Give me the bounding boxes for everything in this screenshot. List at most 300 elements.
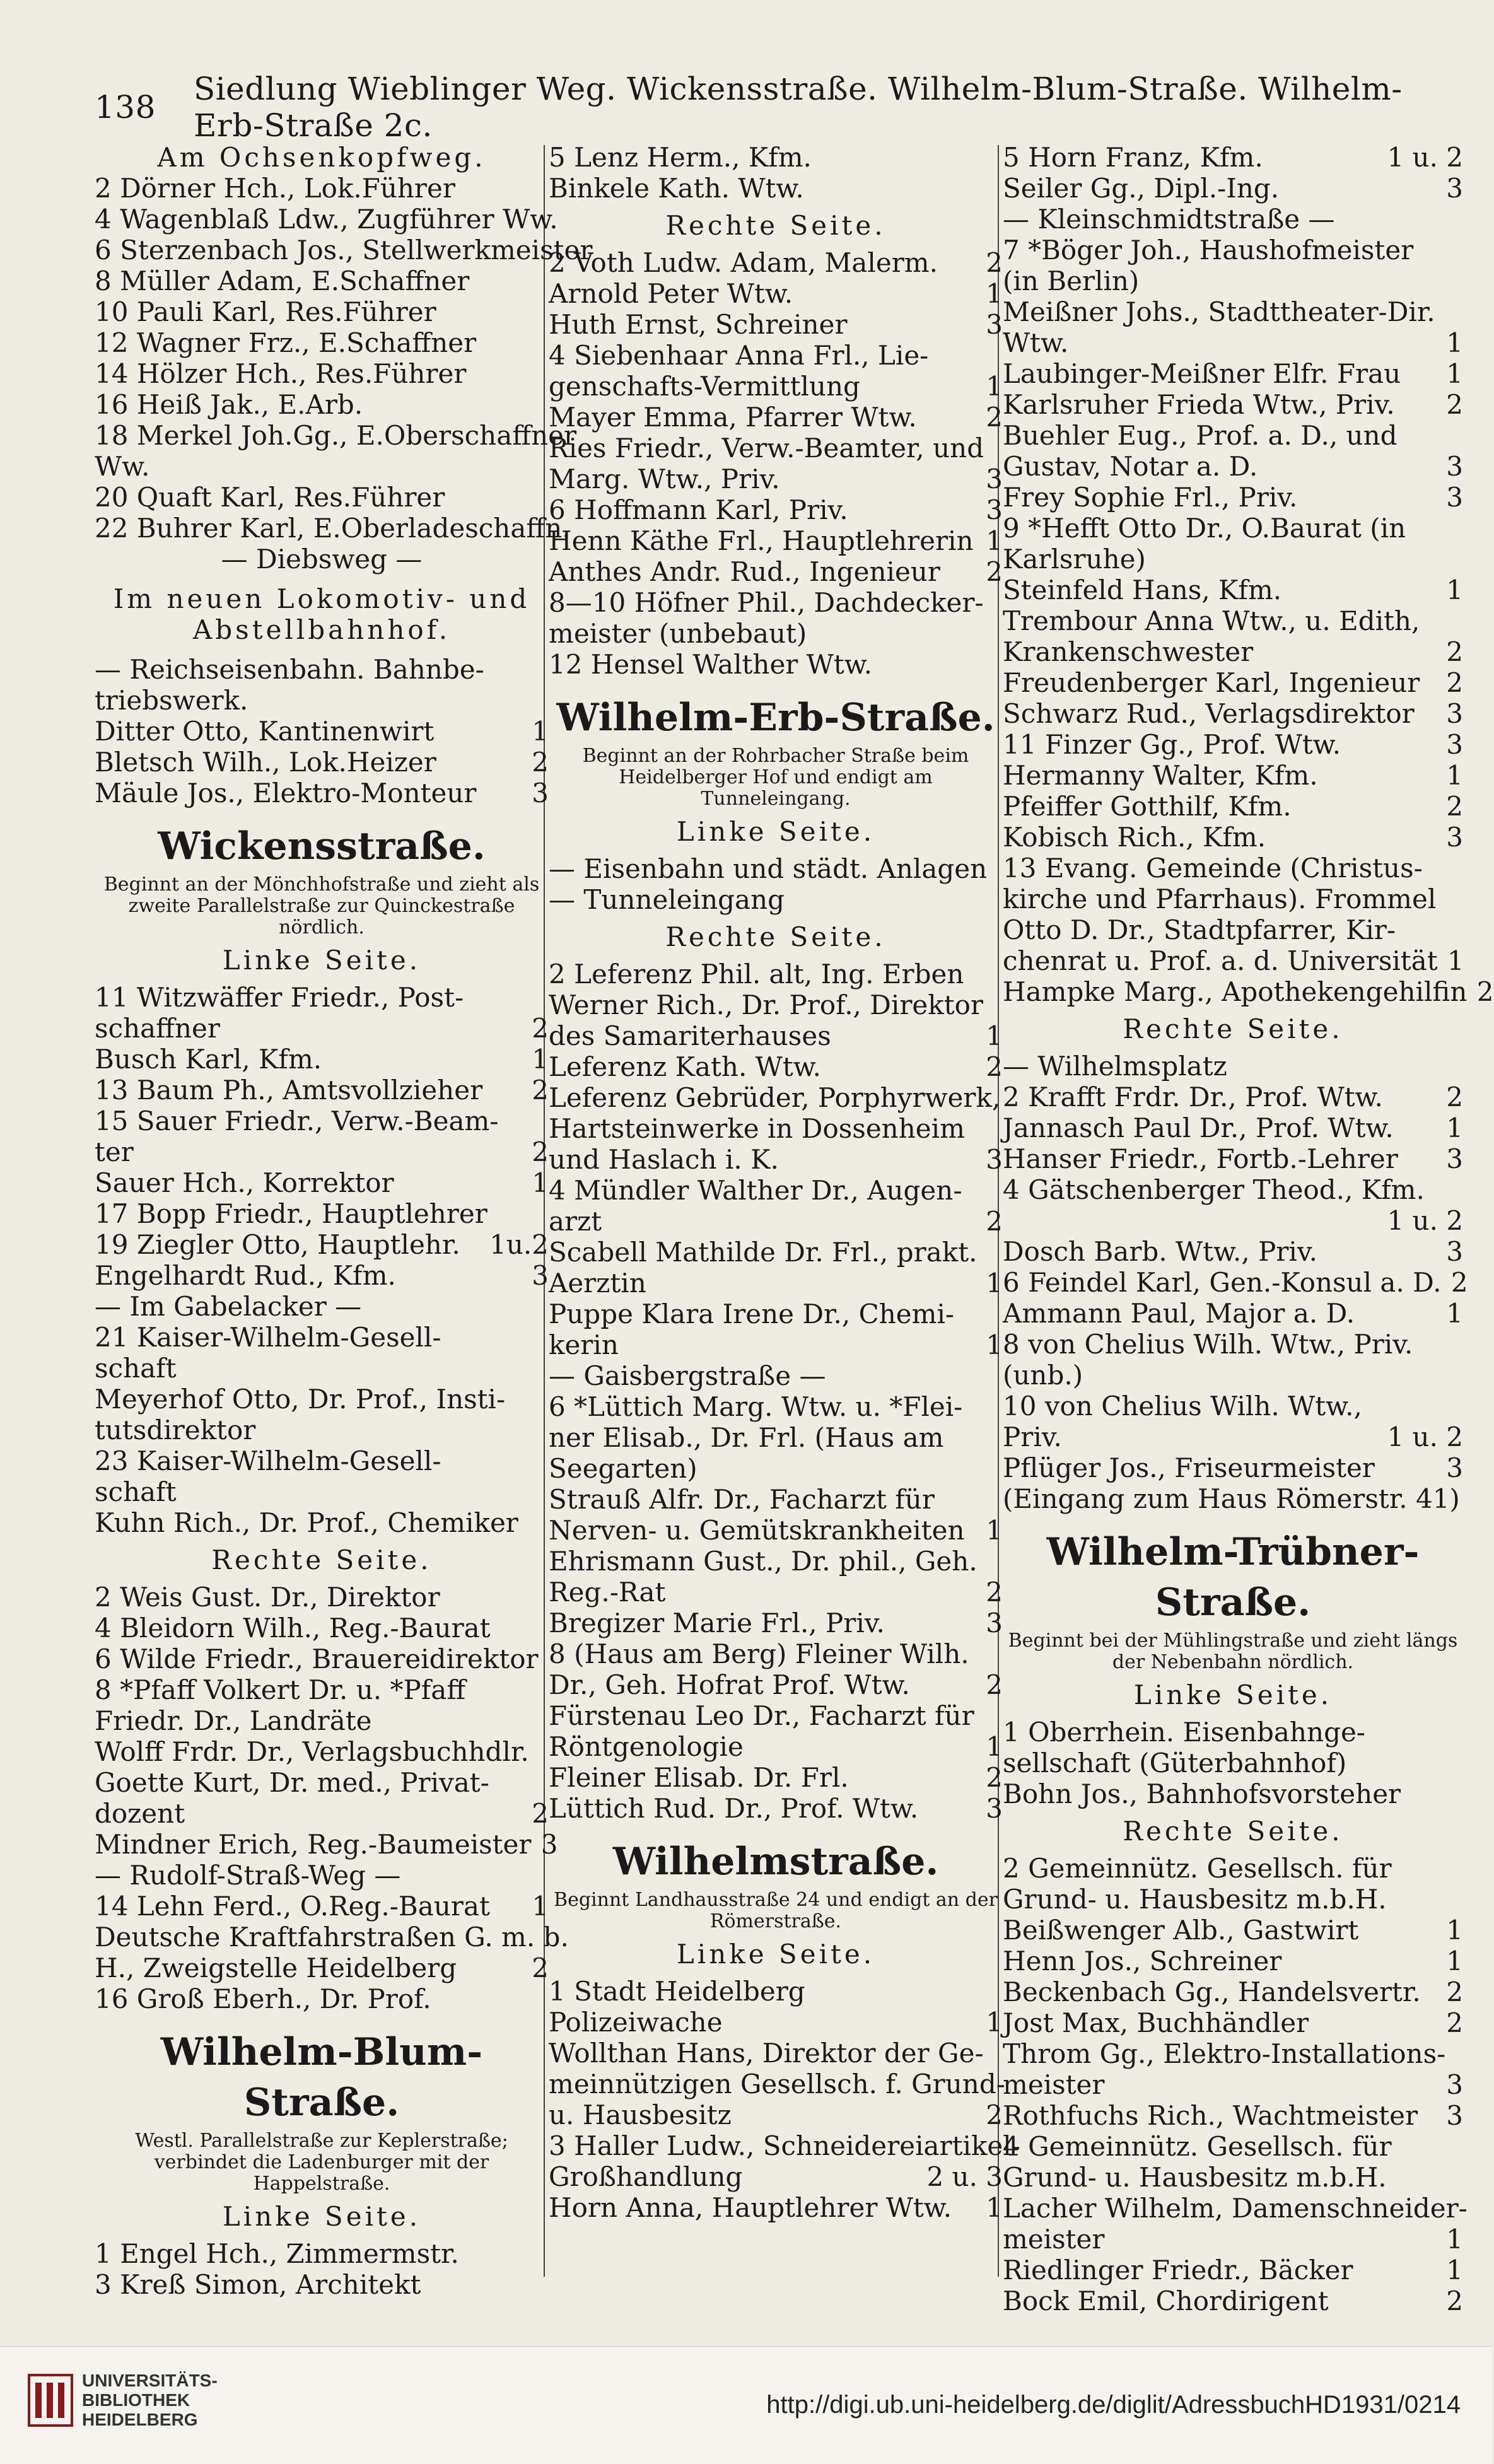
entry-line — [549, 1669, 1003, 1700]
entry-line — [549, 1391, 1003, 1422]
entry-line — [1003, 2038, 1463, 2069]
entry-line — [95, 1860, 549, 1891]
entry-line — [95, 1644, 549, 1674]
entry-line — [95, 1674, 549, 1705]
floor-number: 1 — [1446, 2224, 1463, 2255]
floor-number: 1 — [986, 1329, 1003, 1360]
entry-text: 9 *Hefft Otto Dr., O.Baurat (in — [1003, 513, 1406, 544]
entry-text: Großhandlung — [549, 2161, 743, 2192]
entry-text: Fürstenau Leo Dr., Facharzt für — [549, 1700, 974, 1731]
entry-text: (in Berlin) — [1003, 266, 1140, 296]
entry-text: Kuhn Rich., Dr. Prof., Chemiker — [95, 1507, 518, 1538]
entry-text: 2 Gemeinnütz. Gesellsch. für — [1003, 1853, 1392, 1884]
entry-line — [95, 420, 577, 451]
street-note: Beginnt Landhausstraße 24 und endigt an der Römerstraße. — [554, 1889, 998, 1932]
floor-number: 1 — [986, 1731, 1003, 1762]
entry-line — [549, 556, 1003, 587]
entry-line — [549, 1762, 1003, 1793]
floor-number: 2 — [1446, 2286, 1463, 2316]
entry-line — [1003, 173, 1463, 204]
entry-text: Ditter Otto, Kantinenwirt — [95, 716, 435, 747]
floor-number — [527, 482, 549, 513]
entry-text: — Rudolf-Straß-Weg — — [95, 1860, 401, 1891]
entry-text: u. Hausbesitz — [549, 2099, 732, 2130]
street-title-wilhelmstrasse: Wilhelmstraße. — [612, 1840, 939, 1884]
floor-number — [981, 1484, 1003, 1515]
entry-text: Otto D. Dr., Stadtpfarrer, Kir- — [1003, 914, 1396, 945]
entry-line — [549, 371, 1003, 402]
entry-text: 4 Mündler Walther Dr., Augen- — [549, 1175, 962, 1206]
running-title: Siedlung Wieblinger Weg. Wickensstraße. Wilhelm-Blum-Straße. Wilhelm-Erb-Straße 2c. — [193, 71, 1403, 144]
entry-text: Lacher Wilhelm, Damenschneider- — [1003, 2193, 1468, 2224]
floor-number: 3 — [986, 1144, 1003, 1175]
entry-line — [549, 1020, 1003, 1051]
entry-text: 4 Gemeinnütz. Gesellsch. für — [1003, 2131, 1392, 2162]
entry-line — [95, 482, 549, 513]
entry-line — [1003, 791, 1463, 822]
entry-line — [549, 1329, 1003, 1360]
entry-line — [95, 716, 549, 747]
entry-text: Engelhardt Rud., Kfm. — [95, 1260, 396, 1291]
floor-number: 2 — [986, 1206, 1003, 1237]
floor-number — [1442, 1748, 1463, 1778]
entry-text: 4 Gätschenberger Theod., Kfm. — [1003, 1174, 1425, 1205]
column-2 — [549, 142, 1020, 2223]
entry-text: 3 Haller Ludw., Schneidereiartikel- — [549, 2130, 1020, 2161]
entry-text: 8 von Chelius Wilh. Wtw., Priv. — [1003, 1329, 1413, 1360]
floor-number — [1473, 2193, 1494, 2224]
floor-number: 1 — [1446, 358, 1463, 389]
entry-text: ter — [95, 1136, 134, 1167]
floor-number: 2 — [986, 247, 1003, 278]
floor-number: 1 — [532, 1044, 549, 1075]
floor-number: 2 — [986, 402, 1003, 433]
street-heading-ochsenkopfweg: Am Ochsenkopfweg. — [157, 142, 486, 173]
entry-text: Laubinger-Meißner Elfr. Frau — [1003, 358, 1401, 389]
entry-text: Hartsteinwerke in Dossenheim — [549, 1113, 965, 1144]
entry-text: (Eingang zum Haus Römerstr. 41) — [1003, 1483, 1460, 1514]
entry-text: 1 Engel Hch., Zimmermstr. — [95, 2238, 459, 2269]
side-label: Linke Seite. — [222, 945, 421, 976]
cross-street: — Diebsweg — — [221, 544, 423, 575]
entry-text: 2 Krafft Frdr. Dr., Prof. Wtw. — [1003, 1082, 1383, 1112]
entry-text: — Tunneleingang — [549, 884, 785, 915]
floor-number: 2 — [532, 747, 549, 778]
floor-number: 1 — [1446, 760, 1463, 791]
floor-number — [527, 1415, 549, 1445]
floor-number — [981, 1299, 1003, 1329]
entry-text: chenrat u. Prof. a. d. Universität — [1003, 945, 1438, 976]
entry-text: Scabell Mathilde Dr. Frl., prakt. — [549, 1237, 978, 1268]
entry-line — [95, 1229, 549, 1260]
floor-number — [1442, 1391, 1463, 1422]
floor-number: 1 — [986, 1268, 1003, 1299]
entry-line — [1003, 1748, 1463, 1778]
floor-number: 1 — [986, 1020, 1003, 1051]
entry-text: dozent — [95, 1798, 185, 1829]
entry-line — [1003, 2286, 1463, 2316]
entry-text: Wtw. — [1003, 327, 1069, 358]
entry-line — [1003, 389, 1463, 420]
entry-line — [1003, 822, 1463, 853]
entry-line — [1003, 358, 1463, 389]
floor-number: 1 — [986, 278, 1003, 309]
entry-text: Bohn Jos., Bahnhofsvorsteher — [1003, 1778, 1401, 1809]
entry-text: Buehler Eug., Prof. a. D., und — [1003, 420, 1398, 451]
entry-line — [1003, 605, 1463, 636]
floor-number — [981, 1175, 1003, 1206]
entry-text: Hermanny Walter, Kfm. — [1003, 760, 1318, 791]
floor-number: 3 — [540, 1829, 558, 1860]
entry-text: 7 *Böger Joh., Haushofmeister — [1003, 235, 1414, 266]
entry-text: Lüttich Rud. Dr., Prof. Wtw. — [549, 1793, 919, 1824]
entry-text: Puppe Klara Irene Dr., Chemi- — [549, 1299, 955, 1329]
entry-line — [1003, 1082, 1463, 1112]
entry-line — [95, 1582, 549, 1613]
entry-line — [549, 433, 1003, 464]
entry-line — [95, 1445, 549, 1476]
entry-text: 23 Kaiser-Wilhelm-Gesell- — [95, 1445, 441, 1476]
floor-number — [981, 1453, 1003, 1484]
floor-number: 1 u. 2 — [1387, 1205, 1463, 1236]
entry-text: meister — [1003, 2224, 1105, 2255]
entry-line — [1003, 1236, 1463, 1267]
entry-text: Freudenberger Karl, Ingenieur — [1003, 667, 1420, 698]
entry-text: 20 Quaft Karl, Res.Führer — [95, 482, 445, 513]
floor-number — [1442, 235, 1463, 266]
entry-line — [95, 358, 549, 389]
floor-number: 2 — [532, 1136, 549, 1167]
entry-text: genschafts-Vermittlung — [549, 371, 860, 402]
entry-text: Priv. — [1003, 1422, 1062, 1452]
entry-list — [549, 959, 1003, 1824]
floor-number — [981, 959, 1003, 990]
street-title-wilhelm-erb-strasse: Wilhelm-Erb-Straße. — [556, 696, 995, 740]
entry-line — [549, 1515, 1003, 1546]
entry-line — [549, 884, 1003, 915]
floor-number: 3 — [1446, 729, 1463, 760]
institution-heading: triebswerk. — [95, 685, 248, 716]
entry-line — [549, 587, 1003, 618]
entry-list — [1003, 1853, 1468, 2316]
entry-text: 6 Feindel Karl, Gen.-Konsul a. D. — [1003, 1267, 1442, 1298]
entry-text: 22 Buhrer Karl, E.Oberladeschaffn. — [95, 513, 571, 544]
floor-number — [527, 1353, 549, 1384]
entry-line — [549, 618, 1003, 649]
street-note: Beginnt an der Rohrbacher Straße beim Heidelberger Hof und endigt am Tunneleingang. — [582, 745, 969, 810]
entry-text: Werner Rich., Dr. Prof., Direktor — [549, 990, 983, 1020]
entry-line — [95, 1705, 549, 1736]
entry-line — [549, 990, 1003, 1020]
entry-text: Aerztin — [549, 1268, 646, 1299]
entry-text: Sauer Hch., Korrektor — [95, 1167, 394, 1198]
floor-number: 1 — [986, 2192, 1003, 2223]
floor-number — [981, 649, 1003, 680]
entry-text: 16 Groß Eberh., Dr. Prof. — [95, 1983, 431, 2014]
floor-number — [527, 1384, 549, 1415]
entry-line — [549, 1608, 1003, 1638]
entry-list — [95, 173, 593, 544]
entry-line — [549, 1113, 1003, 1144]
entry-text: schaft — [95, 1476, 177, 1507]
entry-line — [95, 173, 549, 204]
floor-number: 2 — [986, 2099, 1003, 2130]
entry-line — [549, 278, 1003, 309]
floor-number — [527, 451, 549, 482]
entry-line — [95, 1013, 549, 1044]
entry-line — [1003, 1391, 1463, 1422]
floor-number — [1442, 2162, 1463, 2193]
floor-number — [1442, 204, 1463, 235]
entry-list — [95, 716, 549, 809]
floor-number — [527, 1476, 549, 1507]
entry-text: Binkele Kath. Wtw. — [549, 173, 804, 204]
floor-number — [1442, 1853, 1463, 1884]
floor-number — [981, 340, 1003, 371]
entry-line — [1003, 2162, 1463, 2193]
entry-text: und Haslach i. K. — [549, 1144, 779, 1175]
floor-number — [527, 1507, 549, 1538]
entry-text: Bock Emil, Chordirigent — [1003, 2286, 1329, 2316]
entry-line — [549, 1144, 1003, 1175]
floor-number — [983, 1546, 1004, 1577]
entry-text: 5 Lenz Herm., Kfm. — [549, 142, 812, 173]
floor-number: 1 — [1446, 575, 1463, 605]
floor-number — [981, 1638, 1003, 1669]
entry-text: 13 Baum Ph., Amtsvollzieher — [95, 1075, 483, 1106]
entry-line — [1003, 1051, 1463, 1082]
entry-line — [1003, 1112, 1463, 1143]
entry-line — [1003, 729, 1463, 760]
entry-line — [95, 747, 549, 778]
floor-number: 3 — [532, 1260, 549, 1291]
floor-number — [1442, 1174, 1463, 1205]
source-url[interactable]: http://digi.ub.uni-heidelberg.de/diglit/AdressbuchHD1931/0214 — [766, 2391, 1461, 2419]
entry-line — [95, 1613, 549, 1644]
floor-number: 2 — [1446, 667, 1463, 698]
entry-line — [1003, 575, 1463, 605]
entry-line — [1003, 1329, 1463, 1360]
entry-line — [1003, 2069, 1463, 2100]
entry-line — [549, 1237, 1003, 1268]
entry-text: Jost Max, Buchhändler — [1003, 2007, 1309, 2038]
side-label: Rechte Seite. — [211, 1544, 432, 1575]
entry-text: Horn Anna, Hauptlehrer Wtw. — [549, 2192, 952, 2223]
street-title-wickensstrasse: Wickensstraße. — [158, 824, 486, 868]
entry-line — [549, 1731, 1003, 1762]
side-label: Linke Seite. — [222, 2201, 421, 2232]
floor-number: 2 — [532, 1075, 549, 1106]
floor-number — [1442, 884, 1463, 914]
entry-text: Beißwenger Alb., Gastwirt — [1003, 1915, 1359, 1946]
entry-line — [1003, 667, 1463, 698]
entry-line — [549, 853, 1003, 884]
entry-line — [1003, 2255, 1463, 2286]
entry-line — [549, 247, 1003, 278]
entry-text: meister — [1003, 2069, 1105, 2100]
entry-text: 18 Merkel Joh.Gg., E.Oberschaffner — [95, 420, 577, 451]
entry-list — [549, 142, 1003, 204]
entry-text: 15 Sauer Friedr., Verw.-Beam- — [95, 1106, 499, 1136]
entry-line — [549, 1051, 1003, 1082]
entry-line — [95, 1291, 549, 1322]
floor-number: 1 — [1446, 1946, 1463, 1976]
entry-text: Schwarz Rud., Verlagsdirektor — [1003, 698, 1415, 729]
entry-line — [95, 1384, 549, 1415]
floor-number: 3 — [1446, 1143, 1463, 1174]
entry-text: Rothfuchs Rich., Wachtmeister — [1003, 2100, 1418, 2131]
floor-number: 2 — [1446, 389, 1463, 420]
floor-number: 1u.2 — [489, 1229, 549, 1260]
street-title-wilhelm-blum-strasse: Wilhelm-Blum-Straße. — [160, 2030, 483, 2125]
entry-text: 13 Evang. Gemeinde (Christus- — [1003, 853, 1423, 884]
entry-text: kirche und Pfarrhaus). Frommel — [1003, 884, 1437, 914]
entry-line — [95, 1798, 549, 1829]
entry-line — [549, 1484, 1003, 1515]
entry-text: arzt — [549, 1206, 602, 1237]
entry-line — [1003, 636, 1463, 667]
floor-number — [527, 1106, 549, 1136]
floor-number — [981, 142, 1003, 173]
floor-number: 3 — [1446, 698, 1463, 729]
entry-text: Bregizer Marie Frl., Priv. — [549, 1608, 885, 1638]
street-note: Beginnt an der Mönchhofstraße und zieht als zweite Parallelstraße zur Quinckestraße nördlich. — [103, 873, 540, 938]
entry-text: des Samariterhauses — [549, 1020, 831, 1051]
entry-text: Reg.-Rat — [549, 1577, 666, 1608]
entry-line — [549, 142, 1003, 173]
entry-line — [549, 1577, 1003, 1608]
side-label: Rechte Seite. — [665, 210, 886, 241]
floor-number — [981, 618, 1003, 649]
entry-line — [1003, 204, 1463, 235]
entry-text: 10 Pauli Karl, Res.Führer — [95, 296, 436, 327]
floor-number: 2 — [532, 1013, 549, 1044]
entry-line — [549, 1206, 1003, 1237]
entry-text: 14 Hölzer Hch., Res.Führer — [95, 358, 467, 389]
entry-line — [1003, 914, 1463, 945]
entry-text: Leferenz Kath. Wtw. — [549, 1051, 822, 1082]
floor-number — [1450, 2038, 1472, 2069]
entry-line — [1003, 482, 1463, 513]
floor-number: 2 — [986, 556, 1003, 587]
floor-number — [527, 1860, 549, 1891]
entry-line — [549, 959, 1003, 990]
floor-number: 3 — [1446, 822, 1463, 853]
entry-line — [1003, 296, 1463, 327]
street-note: Beginnt bei der Mühlingstraße und zieht längs der Nebenbahn nördlich. — [1008, 1630, 1458, 1673]
floor-number: 3 — [1446, 2100, 1463, 2131]
entry-text: — Im Gabelacker — — [95, 1291, 362, 1322]
floor-number: 2 — [532, 1953, 549, 1983]
floor-number — [527, 1674, 549, 1705]
entry-text: Arnold Peter Wtw. — [549, 278, 793, 309]
entry-line — [1003, 420, 1463, 451]
entry-text: 6 Wilde Friedr., Brauereidirektor — [95, 1644, 539, 1674]
column-3 — [1003, 142, 1494, 2316]
entry-text: 3 Kreß Simon, Architekt — [95, 2269, 421, 2300]
floor-number — [1442, 420, 1463, 451]
floor-number — [1442, 544, 1463, 575]
entry-line — [549, 1175, 1003, 1206]
floor-number: 3 — [1446, 482, 1463, 513]
entry-line — [549, 1299, 1003, 1329]
entry-line — [1003, 1452, 1463, 1483]
entry-line — [549, 649, 1003, 680]
entry-line — [1003, 513, 1463, 544]
floor-number — [1442, 513, 1463, 544]
entry-line — [1003, 698, 1463, 729]
street-title-wilhelm-truebner-strasse: Wilhelm-Trübner-Straße. — [1046, 1530, 1420, 1625]
floor-number — [1442, 296, 1463, 327]
university-library-logo-icon — [25, 2369, 76, 2432]
entry-list — [95, 1582, 569, 2014]
entry-line — [1003, 760, 1463, 791]
floor-number: 2 — [986, 1577, 1003, 1608]
entry-line — [1003, 1143, 1463, 1174]
library-name: UNIVERSITÄTS- BIBLIOTHEK HEIDELBERG — [82, 2371, 218, 2429]
entry-line — [95, 1953, 549, 1983]
entry-text: H., Zweigstelle Heidelberg — [95, 1953, 457, 1983]
entry-text: Meißner Johs., Stadttheater-Dir. — [1003, 296, 1435, 327]
entry-text: Ries Friedr., Verw.-Beamter, und — [549, 433, 984, 464]
entry-text: Henn Käthe Frl., Hauptlehrerin — [549, 525, 974, 556]
floor-number — [981, 1360, 1003, 1391]
entry-line — [549, 525, 1003, 556]
entry-line — [549, 2192, 1003, 2223]
entry-line — [549, 173, 1003, 204]
entry-line — [95, 1507, 549, 1538]
entry-text: Goette Kurt, Dr. med., Privat- — [95, 1767, 489, 1798]
footer-bar — [0, 2346, 1492, 2464]
entry-text: Grund- u. Hausbesitz m.b.H. — [1003, 1884, 1387, 1915]
entry-line — [1003, 544, 1463, 575]
floor-number — [527, 1198, 549, 1229]
entry-line — [549, 464, 1003, 494]
entry-text: 14 Lehn Ferd., O.Reg.-Baurat — [95, 1891, 490, 1922]
entry-text: Hanser Friedr., Fortb.-Lehrer — [1003, 1143, 1398, 1174]
floor-number: 3 — [986, 464, 1003, 494]
entry-line — [1003, 1422, 1463, 1452]
entry-text: Mayer Emma, Pfarrer Wtw. — [549, 402, 917, 433]
floor-number — [981, 1422, 1003, 1453]
entry-text: 16 Heiß Jak., E.Arb. — [95, 389, 363, 420]
floor-number: 1 — [1446, 1298, 1463, 1329]
entry-text: Mindner Erich, Reg.-Baumeister — [95, 1829, 532, 1860]
floor-number — [527, 1322, 549, 1353]
entry-line — [549, 2099, 1003, 2130]
floor-number — [981, 1976, 1003, 2007]
entry-text: Trembour Anna Wtw., u. Edith, — [1003, 605, 1420, 636]
entry-line — [549, 1546, 1003, 1577]
floor-number: 3 — [532, 778, 549, 809]
entry-text: 8 (Haus am Berg) Fleiner Wilh. — [549, 1638, 969, 1669]
entry-text: Pflüger Jos., Friseurmeister — [1003, 1452, 1375, 1483]
entry-text: Ammann Paul, Major a. D. — [1003, 1298, 1355, 1329]
side-label: Linke Seite. — [1133, 1679, 1333, 1710]
entry-list — [549, 1976, 1020, 2223]
page-number: 138 — [95, 89, 156, 126]
floor-number: 3 — [1446, 173, 1463, 204]
entry-text: 21 Kaiser-Wilhelm-Gesell- — [95, 1322, 441, 1353]
entry-line — [549, 1976, 1003, 2007]
entry-line — [1003, 142, 1463, 173]
floor-number — [527, 1445, 549, 1476]
floor-number: 3 — [1446, 1236, 1463, 1267]
entry-text: (unb.) — [1003, 1360, 1083, 1391]
entry-line — [1003, 945, 1463, 976]
floor-number — [527, 1767, 549, 1798]
street-note: Westl. Parallelstraße zur Keplerstraße; verbindet die Ladenburger mit der Happelstraße. — [135, 2130, 508, 2195]
